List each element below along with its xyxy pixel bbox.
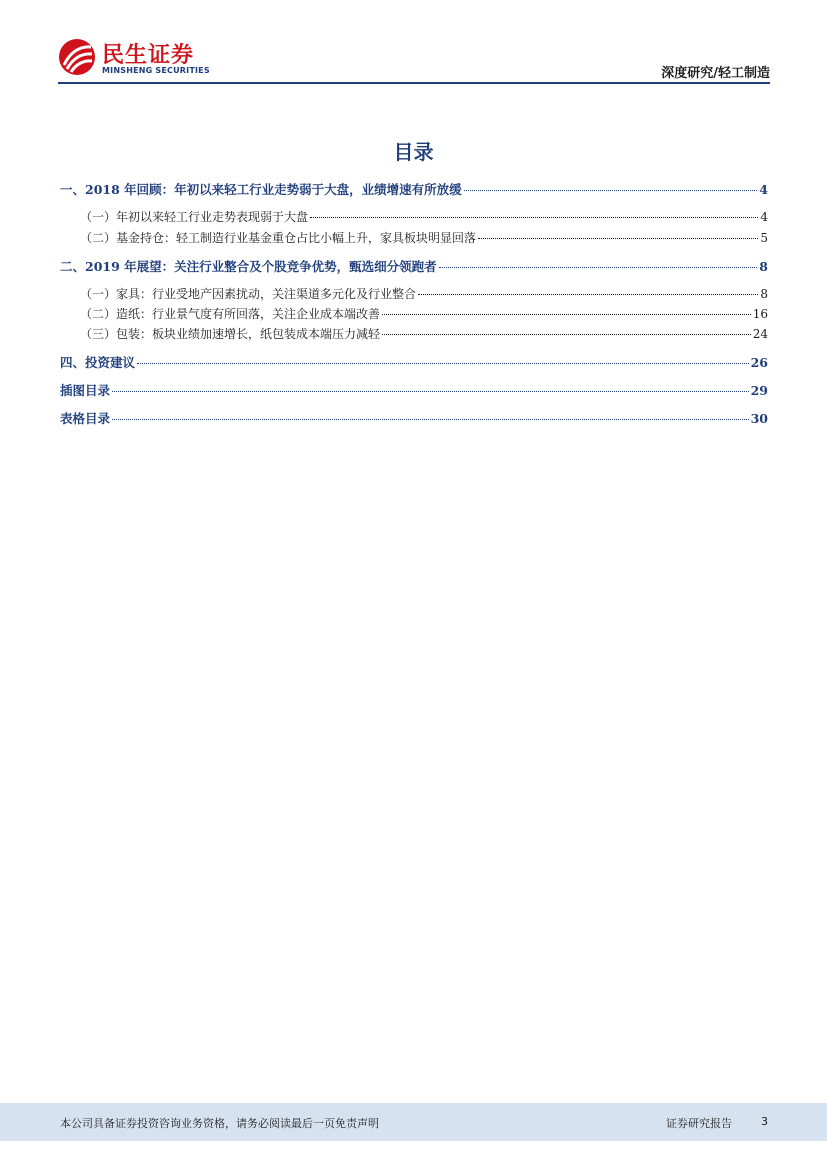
toc-leader-dots (464, 178, 758, 192)
toc-entry-page: 30 (750, 411, 768, 426)
toc-entry-page: 4 (759, 182, 768, 197)
page-header (58, 36, 770, 82)
toc-entry-page: 8 (760, 287, 768, 301)
toc-leader-dots (439, 255, 758, 269)
toc-entry-page: 26 (750, 355, 768, 370)
toc-entry-page: 5 (760, 231, 768, 245)
toc-leader-dots (382, 302, 751, 315)
toc-entry-page: 8 (759, 259, 768, 274)
toc-entry[interactable] (60, 409, 768, 427)
toc-entry[interactable] (60, 285, 768, 302)
toc-entry[interactable] (60, 257, 768, 275)
toc-entry-label: 四、投资建议 (60, 355, 136, 370)
toc-entry-page: 4 (760, 210, 768, 224)
report-category: 深度研究/轻工制造 (661, 66, 770, 81)
page-footer (0, 1103, 827, 1141)
toc-leader-dots (112, 407, 749, 421)
toc-entry-label: （一）年初以来轻工行业走势表现弱于大盘 (80, 210, 309, 224)
toc-entry-label: （二）基金持仓：轻工制造行业基金重仓占比小幅上升，家具板块明显回落 (80, 231, 477, 245)
toc-entry-page: 29 (750, 383, 768, 398)
header-divider (58, 82, 770, 84)
toc-entry[interactable] (60, 208, 768, 225)
toc-entry[interactable] (60, 381, 768, 399)
footer-report-type: 证券研究报告 (666, 1117, 732, 1130)
toc-entry-label: （二）造纸：行业景气度有所回落，关注企业成本端改善 (80, 307, 381, 321)
company-logo (58, 36, 218, 82)
logo-chinese-name: 民生证券 (102, 43, 195, 68)
toc-entry[interactable] (60, 353, 768, 371)
toc-entry[interactable] (60, 229, 768, 246)
toc-leader-dots (418, 282, 758, 295)
toc-leader-dots (310, 205, 758, 218)
minsheng-logo-icon (58, 38, 96, 76)
toc-leader-dots (478, 226, 758, 239)
toc-leader-dots (112, 379, 749, 393)
footer-disclaimer: 本公司具备证券投资咨询业务资格，请务必阅读最后一页免责声明 (60, 1117, 379, 1130)
toc-leader-dots (382, 322, 751, 335)
toc-title: 目录 (393, 140, 434, 164)
toc-entry[interactable] (60, 180, 768, 198)
toc-entry-page: 16 (752, 307, 768, 321)
toc-entry[interactable] (60, 305, 768, 322)
toc-entry-label: 表格目录 (60, 411, 111, 426)
toc-entry[interactable] (60, 325, 768, 342)
logo-english-name: MINSHENG SECURITIES (102, 66, 210, 75)
footer-page-number: 3 (761, 1115, 768, 1128)
toc-leader-dots (137, 351, 749, 365)
toc-entry-label: （三）包装：板块业绩加速增长，纸包装成本端压力减轻 (80, 327, 381, 341)
toc-entry-label: 插图目录 (60, 383, 111, 398)
toc-entry-label: 一、2018 年回顾：年初以来轻工行业走势弱于大盘，业绩增速有所放缓 (60, 182, 462, 197)
toc-entry-label: 二、2019 年展望：关注行业整合及个股竞争优势，甄选细分领跑者 (60, 259, 437, 274)
toc-entry-page: 24 (752, 327, 768, 341)
toc-entry-label: （一）家具：行业受地产因素扰动，关注渠道多元化及行业整合 (80, 287, 417, 301)
